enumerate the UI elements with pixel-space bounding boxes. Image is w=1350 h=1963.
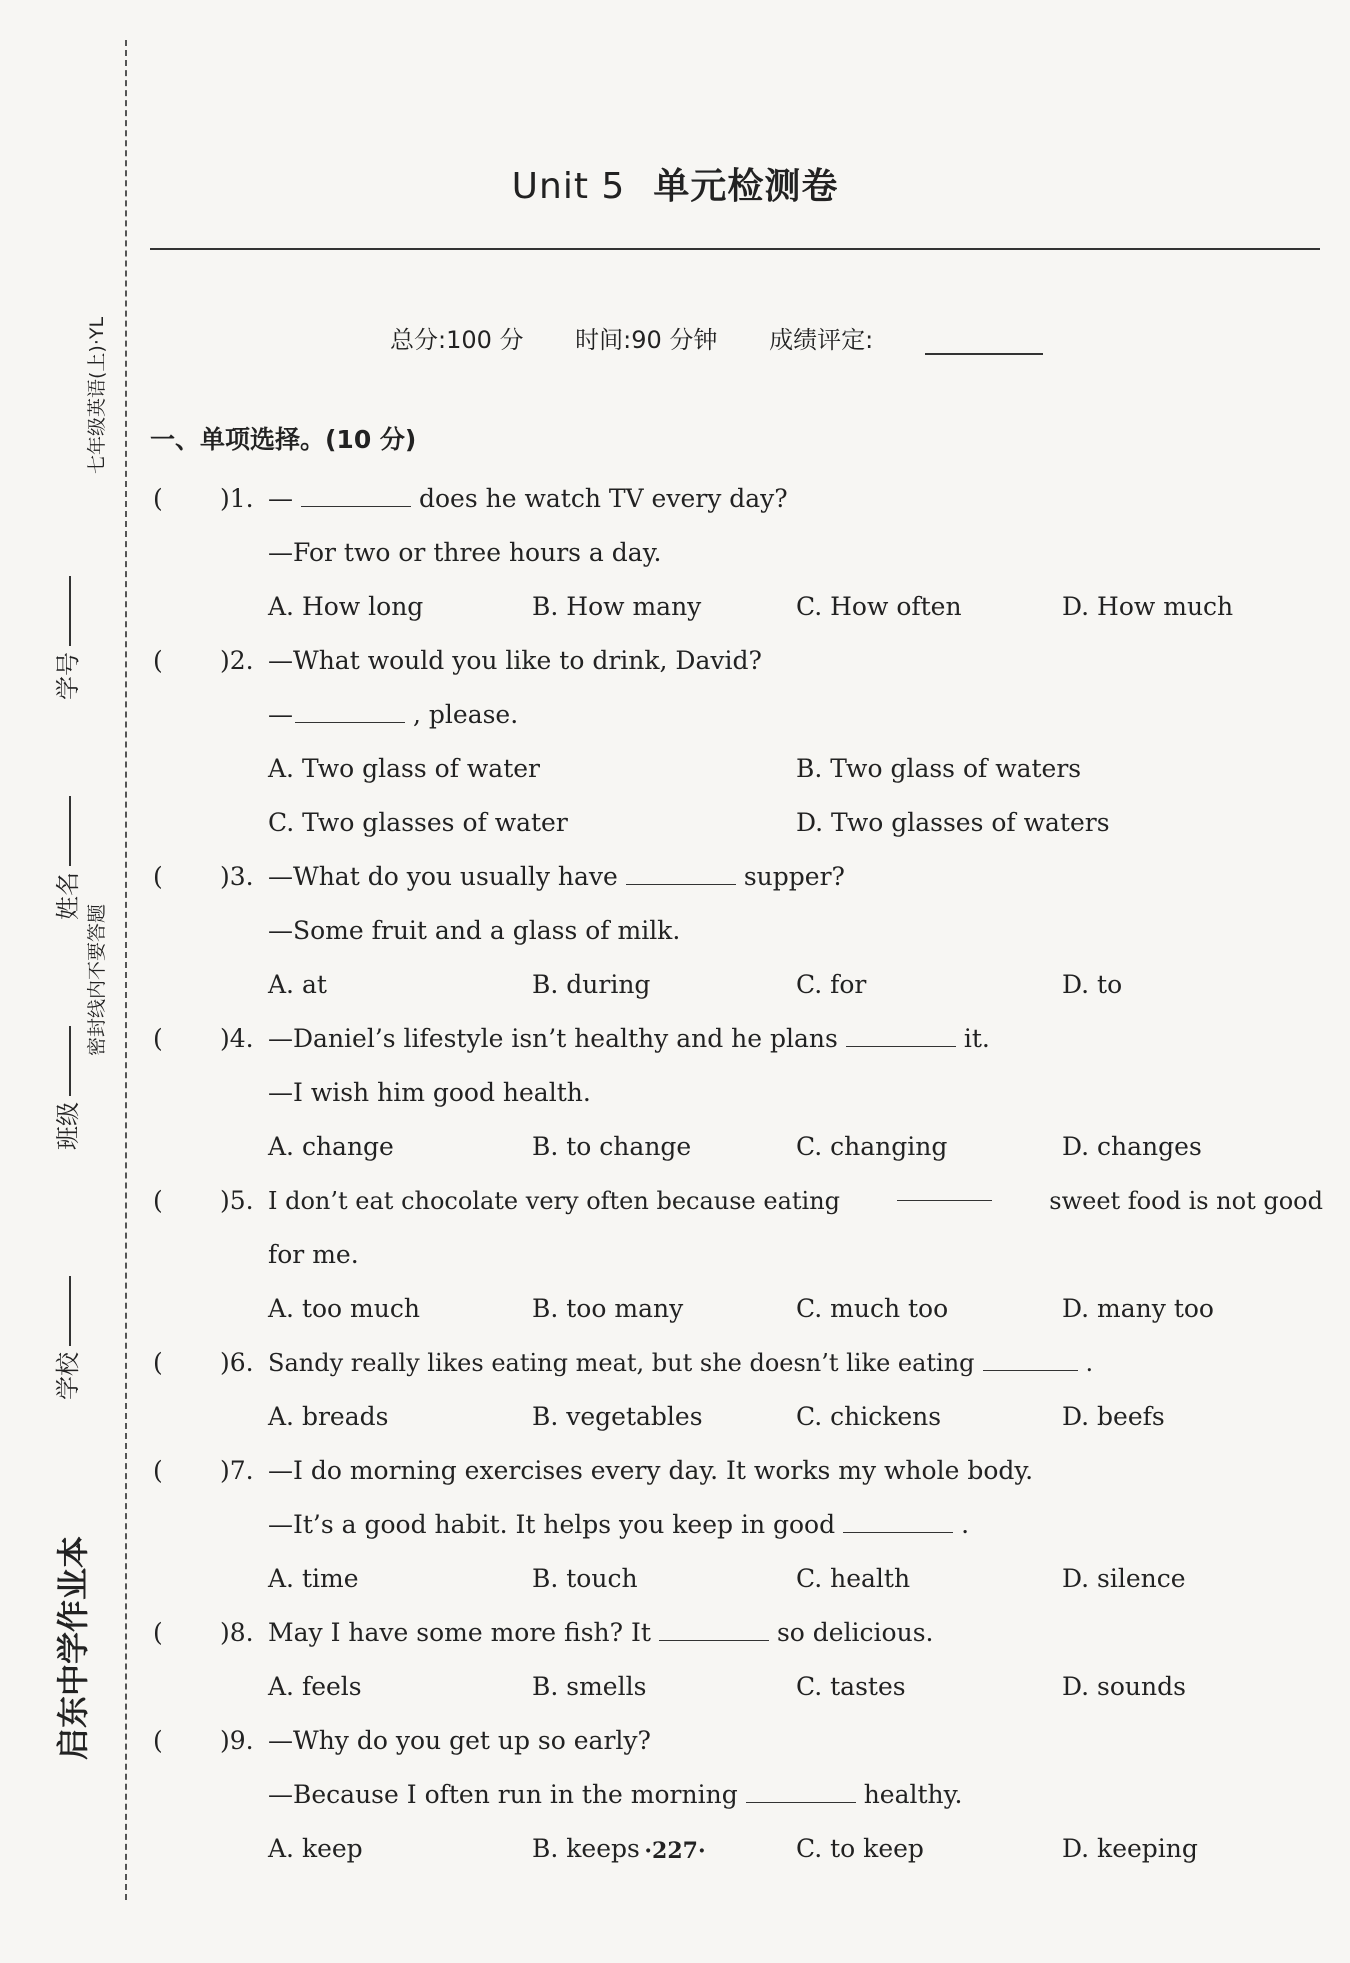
title-cn: 单元检测卷 (653, 166, 839, 207)
option-d[interactable]: D. changes (1062, 1132, 1202, 1161)
answer-paren[interactable]: ( (153, 1618, 163, 1647)
question-2-options-row2 (150, 796, 1325, 850)
total-score: 总分:100 分 (390, 326, 524, 354)
question-6-options (150, 1390, 1325, 1444)
question-number: )8. (220, 1618, 254, 1647)
option-b[interactable]: B. vegetables (532, 1402, 703, 1431)
question-3-options (150, 958, 1325, 1012)
option-b[interactable]: B. How many (532, 592, 702, 621)
answer-blank[interactable] (846, 1020, 956, 1047)
name-label: 姓名 (54, 872, 82, 920)
question-5-stem-cont: for me. (268, 1240, 359, 1269)
question-7-stem: ( )7. —I do morning exercises every day. It works my whole body. (150, 1444, 1325, 1498)
question-1-options (150, 580, 1325, 634)
question-3-stem: ( )3. —What do you usually have supper? (150, 850, 1325, 904)
option-a[interactable]: A. too much (268, 1294, 420, 1323)
answer-paren[interactable]: ( (153, 1024, 163, 1053)
option-a[interactable]: A. feels (268, 1672, 362, 1701)
school-input[interactable] (68, 1276, 71, 1346)
answer-paren[interactable]: ( (153, 862, 163, 891)
option-b[interactable]: B. smells (532, 1672, 647, 1701)
option-b[interactable]: B. touch (532, 1564, 638, 1593)
class-label: 班级 (54, 1102, 82, 1150)
answer-blank[interactable] (983, 1344, 1078, 1371)
question-1-reply: —For two or three hours a day. (268, 538, 662, 567)
seal-note: 密封线内不要答题 (82, 900, 109, 1060)
question-4-stem: ( )4. —Daniel’s lifestyle isn’t healthy and he plans it. (150, 1012, 1325, 1066)
question-7-options (150, 1552, 1325, 1606)
option-d[interactable]: D. Two glasses of waters (796, 808, 1110, 837)
grade-label: 成绩评定: (769, 326, 874, 354)
name-input[interactable] (68, 796, 71, 866)
answer-blank[interactable] (626, 858, 736, 885)
question-number: )6. (220, 1348, 254, 1377)
option-c[interactable]: C. How often (796, 592, 962, 621)
option-c[interactable]: C. to keep (796, 1834, 924, 1863)
answer-paren[interactable]: ( (153, 1456, 163, 1485)
brand-label: 启东中学作业本 (54, 1535, 92, 1760)
question-number: )5. (220, 1186, 254, 1215)
number-label: 学号 (54, 652, 82, 700)
option-c[interactable]: C. chickens (796, 1402, 942, 1431)
question-7-reply: —It’s a good habit. It helps you keep in good . (150, 1498, 1325, 1552)
answer-blank[interactable] (301, 480, 411, 507)
number-input[interactable] (68, 576, 71, 646)
answer-blank[interactable] (659, 1614, 769, 1641)
question-2-reply: — , please. (150, 688, 1325, 742)
answer-paren[interactable]: ( (153, 1348, 163, 1377)
option-b[interactable]: B. keeps (532, 1834, 640, 1863)
option-c[interactable]: C. changing (796, 1132, 948, 1161)
option-b[interactable]: B. during (532, 970, 651, 999)
answer-paren[interactable]: ( (153, 646, 163, 675)
exam-meta (390, 320, 1043, 355)
school-label: 学校 (54, 1352, 82, 1400)
option-c[interactable]: C. much too (796, 1294, 949, 1323)
question-4-reply: —I wish him good health. (268, 1078, 591, 1107)
question-1-stem: ( )1. — does he watch TV every day? (150, 472, 1325, 526)
question-number: )3. (220, 862, 254, 891)
answer-blank[interactable] (897, 1174, 992, 1201)
unit-label: Unit 5 (511, 166, 626, 207)
answer-paren[interactable]: ( (153, 1186, 163, 1215)
answer-blank[interactable] (746, 1776, 856, 1803)
question-5-options (150, 1282, 1325, 1336)
question-4-options (150, 1120, 1325, 1174)
option-b[interactable]: B. to change (532, 1132, 692, 1161)
seal-line (125, 40, 127, 1900)
option-c[interactable]: C. for (796, 970, 867, 999)
class-field (48, 1026, 83, 1150)
question-2-options-row1 (150, 742, 1325, 796)
option-b[interactable]: B. Two glass of waters (796, 754, 1082, 783)
option-d[interactable]: D. to (1062, 970, 1123, 999)
time-limit: 时间:90 分钟 (575, 326, 718, 354)
option-a[interactable]: A. time (268, 1564, 359, 1593)
question-number: )2. (220, 646, 254, 675)
answer-paren[interactable]: ( (153, 1726, 163, 1755)
option-d[interactable]: D. keeping (1062, 1834, 1198, 1863)
question-list (150, 472, 1325, 1876)
name-field (48, 796, 83, 920)
option-c[interactable]: C. Two glasses of water (268, 808, 568, 837)
option-a[interactable]: A. at (268, 970, 327, 999)
number-field (48, 576, 83, 700)
option-a[interactable]: A. breads (268, 1402, 389, 1431)
option-a[interactable]: A. How long (268, 592, 424, 621)
option-a[interactable]: A. change (268, 1132, 394, 1161)
option-a[interactable]: A. Two glass of water (268, 754, 540, 783)
question-number: )1. (220, 484, 254, 513)
answer-paren[interactable]: ( (153, 484, 163, 513)
section-title: 一、单项选择。(10 分) (150, 425, 417, 454)
question-number: )9. (220, 1726, 254, 1755)
class-input[interactable] (68, 1026, 71, 1096)
option-d[interactable]: D. many too (1062, 1294, 1214, 1323)
question-number: )4. (220, 1024, 254, 1053)
question-3-reply: —Some fruit and a glass of milk. (268, 916, 681, 945)
school-field (48, 1276, 83, 1400)
option-a[interactable]: A. keep (268, 1834, 363, 1863)
book-label: 七年级英语(上)·YL (82, 313, 109, 478)
page-number: ·227· (644, 1838, 706, 1864)
question-8-options (150, 1660, 1325, 1714)
answer-blank[interactable] (295, 696, 405, 723)
page-title (0, 158, 1350, 209)
question-9-stem: ( )9. —Why do you get up so early? (150, 1714, 1325, 1768)
option-d[interactable]: D. silence (1062, 1564, 1186, 1593)
binding-margin (0, 0, 140, 1963)
option-d[interactable]: D. How much (1062, 592, 1234, 621)
title-divider (150, 248, 1320, 250)
question-9-reply: —Because I often run in the morning healthy. (150, 1768, 1325, 1822)
option-c[interactable]: C. health (796, 1564, 911, 1593)
question-8-stem: ( )8. May I have some more fish? It so delicious. (150, 1606, 1325, 1660)
question-2-stem: ( )2. —What would you like to drink, David? (150, 634, 1325, 688)
answer-blank[interactable] (843, 1506, 953, 1533)
option-d[interactable]: D. sounds (1062, 1672, 1186, 1701)
grade-blank[interactable] (925, 333, 1043, 355)
question-6-stem: ( )6. Sandy really likes eating meat, but she doesn’t like eating . (150, 1336, 1325, 1390)
option-b[interactable]: B. too many (532, 1294, 684, 1323)
question-number: )7. (220, 1456, 254, 1485)
option-c[interactable]: C. tastes (796, 1672, 906, 1701)
option-d[interactable]: D. beefs (1062, 1402, 1165, 1431)
question-5-stem: ( )5. I don’t eat chocolate very often because eating sweet food is not good (150, 1174, 1325, 1228)
